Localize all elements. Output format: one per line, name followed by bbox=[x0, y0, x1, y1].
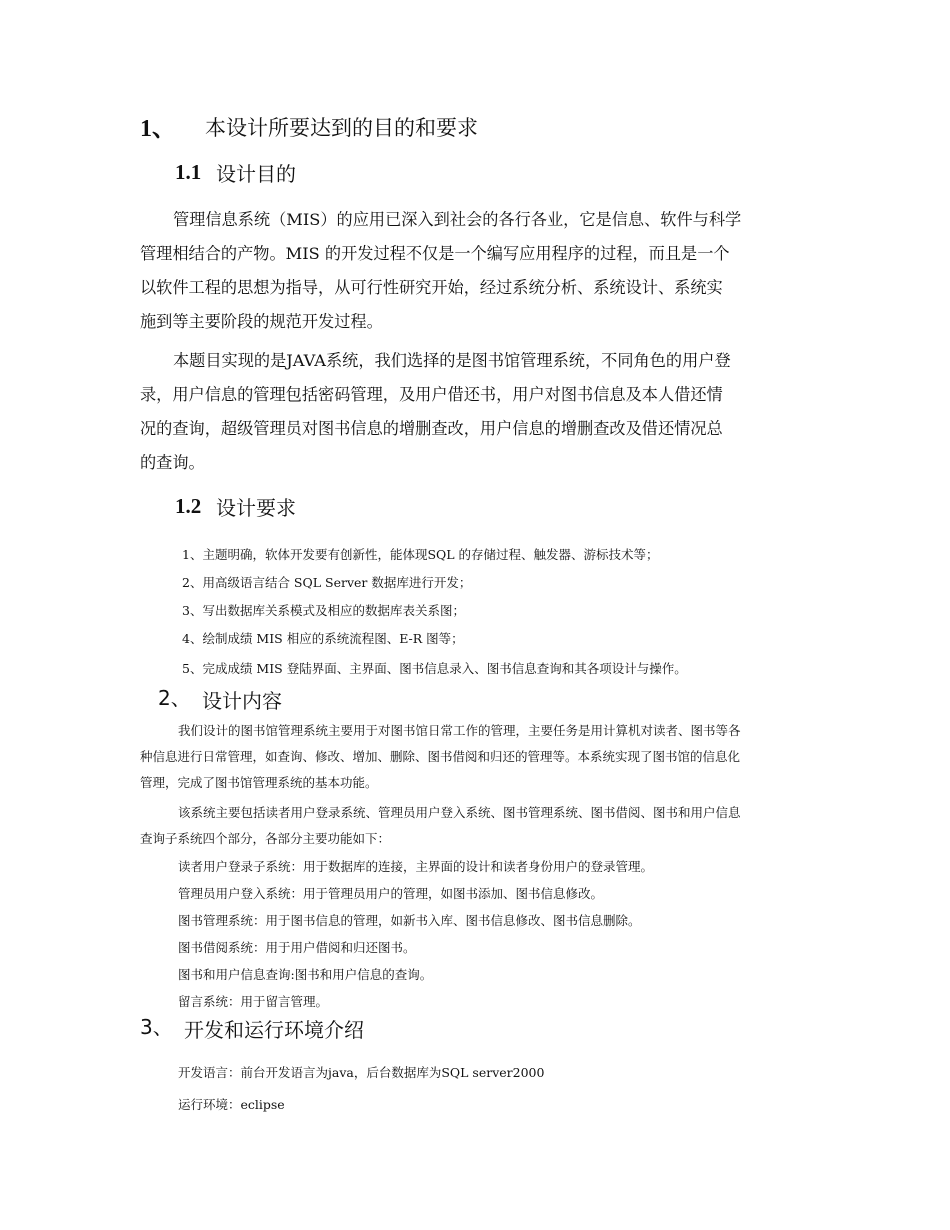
requirement-item-1: 1、主题明确，软体开发要有创新性，能体现SQL 的存储过程、触发器、游标技术等； bbox=[182, 547, 659, 562]
para-1-2-line-2: 录，用户信息的管理包括密码管理，及用户借还书，用户对图书信息及本人借还情 bbox=[140, 385, 723, 404]
section-1-title: 本设计所要达到的目的和要求 bbox=[205, 116, 478, 140]
para-2-2-line-2: 查询子系统四个部分，各部分主要功能如下： bbox=[140, 831, 391, 846]
subsystem-item-1: 读者用户登录子系统：用于数据库的连接，主界面的设计和读者身份用户的登录管理。 bbox=[178, 859, 654, 874]
subsection-1-2-title: 设计要求 bbox=[216, 496, 296, 520]
requirement-item-3: 3、写出数据库关系模式及相应的数据库表关系图； bbox=[182, 603, 465, 618]
subsystem-item-3: 图书管理系统：用于图书信息的管理，如新书入库、图书信息修改、图书信息删除。 bbox=[178, 913, 641, 928]
subsystem-item-4: 图书借阅系统：用于用户借阅和归还图书。 bbox=[178, 940, 416, 955]
subsection-1-1-title: 设计目的 bbox=[216, 162, 296, 186]
para-2-1-line-1: 我们设计的图书馆管理系统主要用于对图书馆日常工作的管理，主要任务是用计算机对读者、图书等各 bbox=[178, 723, 741, 738]
para-1-2-line-3: 况的查询，超级管理员对图书信息的增删查改，用户信息的增删查改及借还情况总 bbox=[140, 419, 723, 438]
para-2-1-line-3: 管理，完成了图书馆管理系统的基本功能。 bbox=[140, 775, 378, 790]
section-2-title: 设计内容 bbox=[202, 689, 282, 713]
section-2-number: 2、 bbox=[158, 686, 191, 710]
para-1-1-line-4: 施到等主要阶段的规范开发过程。 bbox=[140, 312, 383, 331]
para-1-1-line-2: 管理相结合的产物。MIS 的开发过程不仅是一个编写应用程序的过程，而且是一个 bbox=[140, 244, 730, 263]
subsection-1-1-number: 1.1 bbox=[175, 160, 202, 184]
requirement-item-5: 5、完成成绩 MIS 登陆界面、主界面、图书信息录入、图书信息查询和其各项设计与操作。 bbox=[182, 661, 687, 676]
environment-item-2: 运行环境：eclipse bbox=[178, 1097, 285, 1112]
section-1-number: 1、 bbox=[140, 116, 176, 142]
para-1-1-line-3: 以软件工程的思想为指导，从可行性研究开始，经过系统分析、系统设计、系统实 bbox=[140, 278, 723, 297]
para-1-2-line-4: 的查询。 bbox=[140, 453, 205, 472]
subsystem-item-5: 图书和用户信息查询:图书和用户信息的查询。 bbox=[178, 967, 433, 982]
para-2-1-line-2: 种信息进行日常管理，如查询、修改、增加、删除、图书借阅和归还的管理等。本系统实现了图书馆的信息化 bbox=[140, 749, 741, 764]
subsection-1-2-number: 1.2 bbox=[175, 494, 202, 518]
para-2-2-line-1: 该系统主要包括读者用户登录系统、管理员用户登入系统、图书管理系统、图书借阅、图书和用户信息 bbox=[178, 805, 741, 820]
requirement-item-4: 4、绘制成绩 MIS 相应的系统流程图、E-R 图等； bbox=[182, 631, 464, 646]
section-3-title: 开发和运行环境介绍 bbox=[184, 1018, 364, 1042]
subsystem-item-6: 留言系统：用于留言管理。 bbox=[178, 994, 329, 1009]
environment-item-1: 开发语言：前台开发语言为java，后台数据库为SQL server2000 bbox=[178, 1065, 545, 1080]
subsystem-item-2: 管理员用户登入系统：用于管理员用户的管理，如图书添加、图书信息修改。 bbox=[178, 886, 604, 901]
requirement-item-2: 2、用高级语言结合 SQL Server 数据库进行开发； bbox=[182, 575, 472, 590]
section-3-number: 3、 bbox=[140, 1015, 173, 1039]
para-1-1-line-1: 管理信息系统（MIS）的应用已深入到社会的各行各业，它是信息、软件与科学 bbox=[173, 210, 742, 229]
para-1-2-line-1: 本题目实现的是JAVA系统，我们选择的是图书馆管理系统，不同角色的用户登 bbox=[173, 351, 731, 370]
